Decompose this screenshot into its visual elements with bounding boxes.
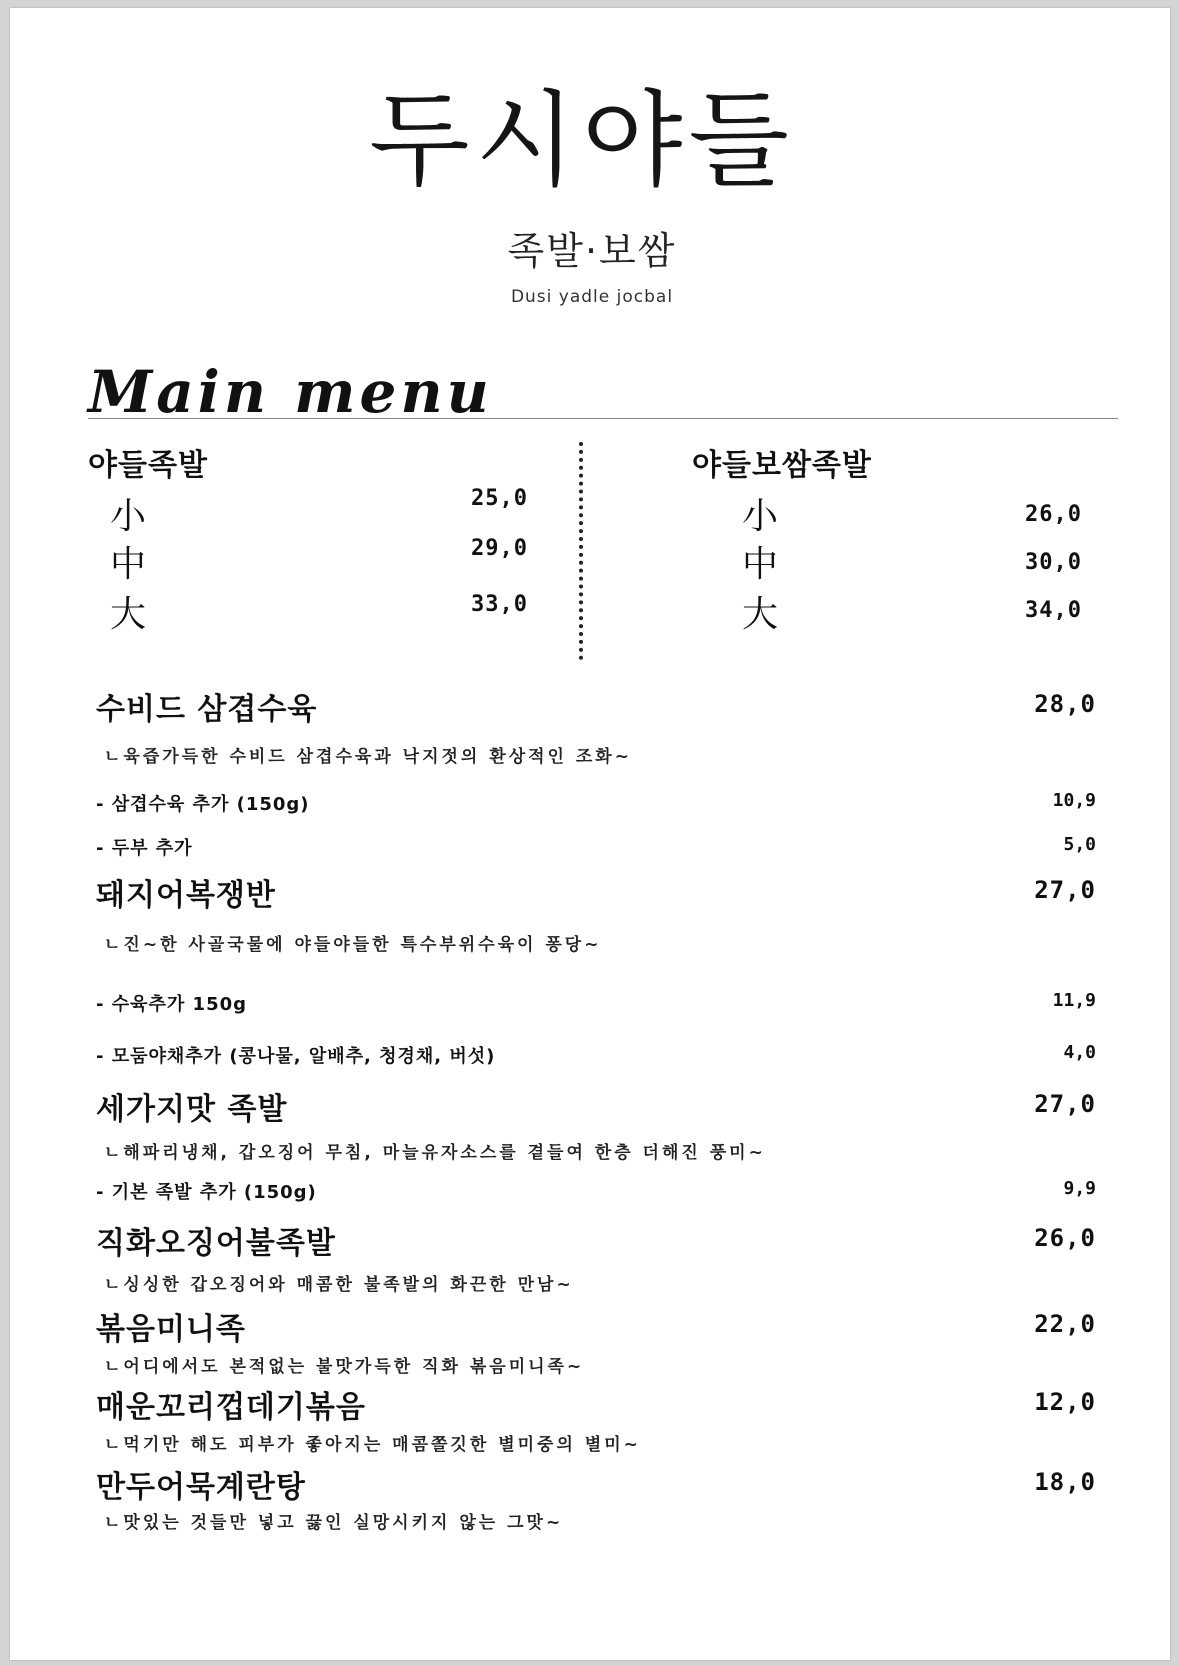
size-price: 30,0 [1025,550,1082,575]
size-row [88,536,528,586]
signature-title-left: 야들족발 [88,448,208,483]
size-price: 34,0 [1025,598,1082,623]
menu-item-name: 만두어묵계란탕 [96,1470,306,1505]
menu-item-name: 직화오징어불족발 [96,1226,336,1261]
size-label: 小 [742,496,779,537]
size-price: 29,0 [471,536,528,561]
menu-item-price: 22,0 [1034,1310,1096,1338]
menu-item-description: ㄴ어디에서도 본적없는 불맛가득한 직화 볶음미니족~ [104,1357,585,1377]
addon-row [96,990,1096,1018]
addon-price: 11,9 [1052,990,1096,1011]
menu-item [96,1304,1096,1348]
logo-subtitle: 족발·보쌈 [507,229,677,273]
addon-price: 9,9 [1063,1178,1096,1199]
size-row [692,586,1082,636]
addon-row [96,790,1096,818]
menu-item-name: 매운꼬리껍데기볶음 [96,1390,366,1425]
signature-title-right: 야들보쌈족발 [692,448,872,483]
menu-item-price: 27,0 [1034,1090,1096,1118]
addon-name: - 기본 족발 추가 (150g) [96,1182,317,1203]
logo-english-name: Dusi yadle jocbal [510,287,674,307]
menu-item [96,1462,1096,1506]
menu-item-price: 12,0 [1034,1388,1096,1416]
size-label: 大 [742,594,779,635]
addon-row [96,1042,1096,1070]
size-price: 25,0 [471,486,528,511]
menu-item [96,1382,1096,1426]
menu-item-name: 볶음미니족 [96,1312,246,1347]
menu-item [96,870,1096,914]
menu-item-price: 18,0 [1034,1468,1096,1496]
addon-row [96,834,1096,862]
menu-page [10,8,1170,1660]
addon-name: - 삼겹수육 추가 (150g) [96,794,310,815]
signature-menu-right [692,440,1082,635]
logo-title: 두시야들 [369,79,795,201]
size-row [88,586,528,636]
menu-item-price: 26,0 [1034,1224,1096,1252]
menu-item-price: 27,0 [1034,876,1096,904]
menu-item-description: ㄴ해파리냉채, 갑오징어 무침, 마늘유자소스를 곁들여 한층 더해진 풍미~ [104,1143,766,1163]
menu-item-name: 세가지맛 족발 [96,1092,288,1127]
menu-item-description: ㄴ먹기만 해도 피부가 좋아지는 매콤쫄깃한 별미중의 별미~ [104,1435,641,1455]
size-label: 中 [110,544,147,585]
menu-item-description: ㄴ맛있는 것들만 넣고 끓인 실망시키지 않는 그맛~ [104,1513,564,1533]
size-label: 中 [742,544,779,585]
addon-price: 5,0 [1063,834,1096,855]
addon-row [96,1178,1096,1206]
menu-item-name: 돼지어복쟁반 [96,878,276,913]
size-label: 小 [110,496,147,537]
menu-item [96,684,1096,728]
menu-item [96,1084,1096,1128]
size-label: 大 [110,594,147,635]
addon-price: 4,0 [1063,1042,1096,1063]
section-title: Main menu [88,358,493,426]
section-divider [88,418,1118,419]
addon-name: - 수육추가 150g [96,994,248,1015]
signature-menu-left [88,440,528,635]
menu-item-description: ㄴ싱싱한 갑오징어와 매콤한 불족발의 화끈한 만남~ [104,1275,574,1295]
menu-item-name: 수비드 삼겹수육 [96,692,318,727]
menu-item-description: ㄴ육즙가득한 수비드 삼겹수육과 낙지젓의 환상적인 조화~ [104,747,632,767]
menu-item-description: ㄴ진~한 사골국물에 야들야들한 특수부위수육이 퐁당~ [104,935,602,955]
addon-name: - 두부 추가 [96,838,193,859]
size-row [88,488,528,538]
size-price: 26,0 [1025,502,1082,527]
size-row [692,536,1082,586]
addon-price: 10,9 [1052,790,1096,811]
dotted-column-divider [579,442,583,660]
menu-item [96,1218,1096,1262]
size-row [692,488,1082,538]
addon-name: - 모둠야채추가 (콩나물, 알배추, 청경채, 버섯) [96,1046,496,1067]
size-price: 33,0 [471,592,528,617]
restaurant-logo [10,79,1170,307]
menu-item-price: 28,0 [1034,690,1096,718]
